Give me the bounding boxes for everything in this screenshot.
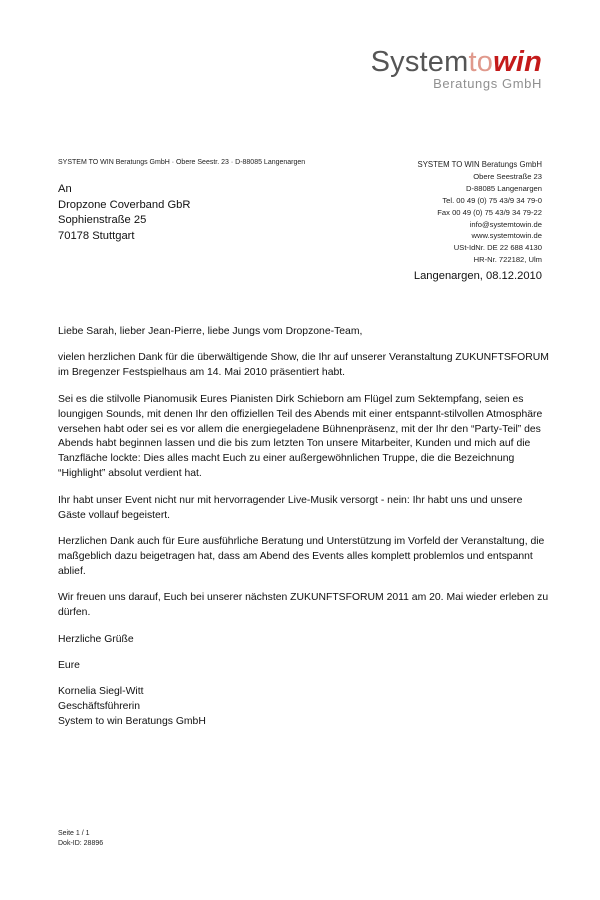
paragraph: Sei es die stilvolle Pianomusik Eures Pianisten Dirk Schieborn am Flügel zum Sektempfang, seien es loungigen Sounds, mit denen Ihr den offiziellen Teil des Abends mit einer entspannt-stilvollen Atmosphäre versehen habt oder sei es vor allem die energiegeladene Bühnenpräsenz, mit der Ihr den “Party-Teil” des Abends habt beginnen lassen und die bis zum letzten Ton unsere Mitarbeiter, Kunden und mich auf die Tanzfläche lockte: Dies alles macht Euch zu einer außergewöhnlichen Truppe, die die Bezeichnung “Highlight” absolut verdient hat. [58, 393, 543, 480]
recipient-line: Sophienstraße 25 [58, 214, 147, 226]
sender-email: info@systemtowin.de [469, 219, 542, 229]
sender-hr-number: HR-Nr. 722182, Ulm [473, 255, 542, 265]
return-address-line: SYSTEM TO WIN Beratungs GmbH · Obere Seestr. 23 · D-88085 Langenargen [58, 159, 306, 166]
letter-body [58, 325, 550, 730]
sender-city: D-88085 Langenargen [465, 183, 542, 193]
closing: Herzliche Grüße [58, 633, 134, 645]
recipient-address [58, 182, 190, 244]
logo-system-text: System [370, 46, 469, 78]
letter-date: Langenargen, 08.12.2010 [413, 270, 542, 282]
recipient-line: Dropzone Coverband GbR [58, 198, 191, 211]
document-id: Dok-ID: 28896 [58, 840, 104, 847]
logo-to-text: to [468, 46, 494, 78]
logo-subtitle: Beratungs GmbH [433, 76, 542, 91]
signer-name: Kornelia Siegl-Witt [58, 686, 144, 698]
sender-company: SYSTEM TO WIN Beratungs GmbH [417, 160, 542, 169]
sender-tel: Tel. 00 49 (0) 75 43/9 34 79-0 [442, 195, 542, 205]
company-logo [371, 46, 542, 91]
page-footer [58, 829, 103, 849]
recipient-line: 70178 Stuttgart [58, 229, 135, 242]
paragraph: Wir freuen uns darauf, Euch bei unserer nächsten ZUKUNFTSFORUM 2011 am 20. Mai wieder erleben zu dürfen. [58, 592, 549, 619]
salutation: Liebe Sarah, lieber Jean-Pierre, liebe Jungs vom Dropzone-Team, [58, 326, 363, 337]
closing-eure: Eure [58, 659, 80, 671]
logo-win-text: win [493, 46, 542, 78]
sender-street: Obere Seestraße 23 [473, 171, 542, 181]
paragraph: vielen herzlichen Dank für die überwältigende Show, die Ihr auf unserer Veranstaltung ZUKUNFTSFORUM im Bregenzer Festspielhaus am 14. Mai 2010 präsentiert habt. [58, 352, 549, 379]
recipient-line: An [58, 183, 72, 195]
paragraph: Ihr habt unser Event nicht nur mit hervorragender Live-Musik versorgt - nein: Ihr habt uns und unsere Gäste vollauf begeistert. [58, 494, 523, 521]
page-number: Seite 1 / 1 [58, 830, 90, 837]
sender-vat-id: USt-IdNr. DE 22 688 4130 [453, 243, 542, 253]
paragraph: Herzlichen Dank auch für Eure ausführliche Beratung und Unterstützung im Vorfeld der Veranstaltung, die maßgeblich dazu beigetragen hat, dass am Abend des Events alles komplett problemlos und entspannt ablief. [58, 535, 545, 577]
signer-title: Geschäftsführerin [58, 701, 141, 713]
sender-info-block [418, 159, 543, 266]
sender-fax: Fax 00 49 (0) 75 43/9 34 79-22 [437, 207, 542, 217]
sender-website: www.systemtowin.de [471, 231, 542, 241]
logo-wordmark [371, 46, 542, 78]
signer-company: System to win Beratungs GmbH [58, 716, 206, 728]
